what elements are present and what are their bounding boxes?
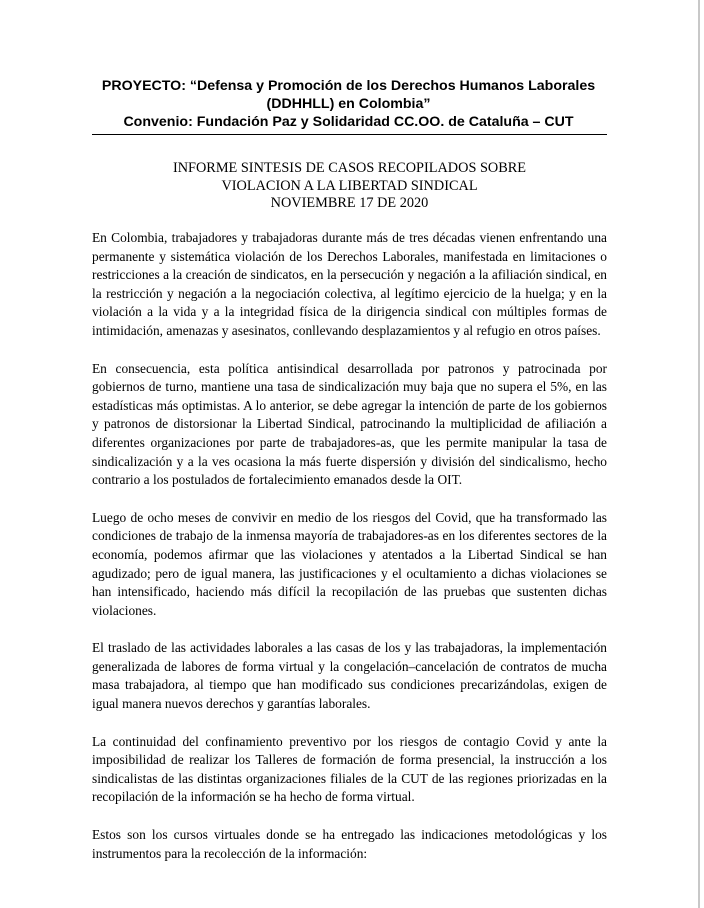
- project-title-line-2: (DDHHLL) en Colombia”: [266, 96, 431, 112]
- header-divider: [92, 134, 607, 135]
- paragraph: En consecuencia, esta política antisindical desarrollada por patronos y patrocinada por gobiernos de turno, mantiene una tasa de sindicalización muy baja que no supera el 5%, en las estadísticas más optimistas. A lo anterior, se debe agregar la intención de parte de los gobiernos y patronos de distorsionar la Libertad Sindical, patrocinando la multiplicidad de afiliación a diferentes organizaciones por parte de trabajadores-as, que les permite manipular la tasa de sindicalización y a la ves ocasiona la más fuerte dispersión y división del sindicalismo, hecho contrario a los postulados de fortalecimiento emanados desde la OIT.: [92, 360, 607, 488]
- document-body: [92, 229, 607, 882]
- report-title-line-2: VIOLACION A LA LIBERTAD SINDICAL: [221, 177, 478, 194]
- paragraph: Estos son los cursos virtuales donde se ha entregado las indicaciones metodológicas y los instrumentos para la recolección de la información:: [92, 827, 607, 861]
- paragraph: En Colombia, trabajadores y trabajadoras durante más de tres décadas vienen enfrentando una permanente y sistemática violación de los Derechos Laborales, manifestada en limitaciones o restricciones a la creación de sindicatos, en la persecución y negación a la afiliación sindical, en la restricción y negación a la negociación colectiva, al legítimo ejercicio de la huelga; y en la violación a la vida y a la integridad física de la dirigencia sindical con múltiples formas de intimidación, amenazas y asesinatos, conllevando desplazamientos y al refugio en otros países.: [92, 230, 607, 338]
- project-title-line-1: PROYECTO: “Defensa y Promoción de los Derechos Humanos Laborales: [101, 78, 596, 94]
- report-title: [92, 160, 607, 213]
- project-header: [90, 77, 607, 131]
- report-title-line-1: INFORME SINTESIS DE CASOS RECOPILADOS SOBRE: [172, 160, 527, 176]
- agreement-line: Convenio: Fundación Paz y Solidaridad CC.OO. de Cataluña – CUT: [123, 114, 574, 130]
- paragraph: La continuidad del confinamiento preventivo por los riesgos de contagio Covid y ante la imposibilidad de realizar los Talleres de formación de forma presencial, la instrucción a los sindicalistas de las distintas organizaciones filiales de la CUT de las regiones priorizadas en la recopilación de la información se ha hecho de forma virtual.: [92, 733, 607, 805]
- paragraph: El traslado de las actividades laborales a las casas de los y las trabajadoras, la implementación generalizada de labores de forma virtual y la congelación–cancelación de contratos de mucha masa trabajadora, al tiempo que han modificado sus condiciones precarizándolas, exigen de igual manera nuevos derechos y garantías laborales.: [92, 640, 607, 712]
- report-date: NOVIEMBRE 17 DE 2020: [270, 195, 429, 211]
- paragraph: Luego de ocho meses de convivir en medio de los riesgos del Covid, que ha transformado las condiciones de trabajo de la inmensa mayoría de trabajadores-as en los diferentes sectores de la economía, podemos afirmar que las violaciones y atentados a la Libertad Sindical se han agudizado; pero de igual manera, las justificaciones y el ocultamiento a dichas violaciones se han intensificado, haciendo más difícil la recopilación de las pruebas que sustenten dichas violaciones.: [92, 509, 607, 618]
